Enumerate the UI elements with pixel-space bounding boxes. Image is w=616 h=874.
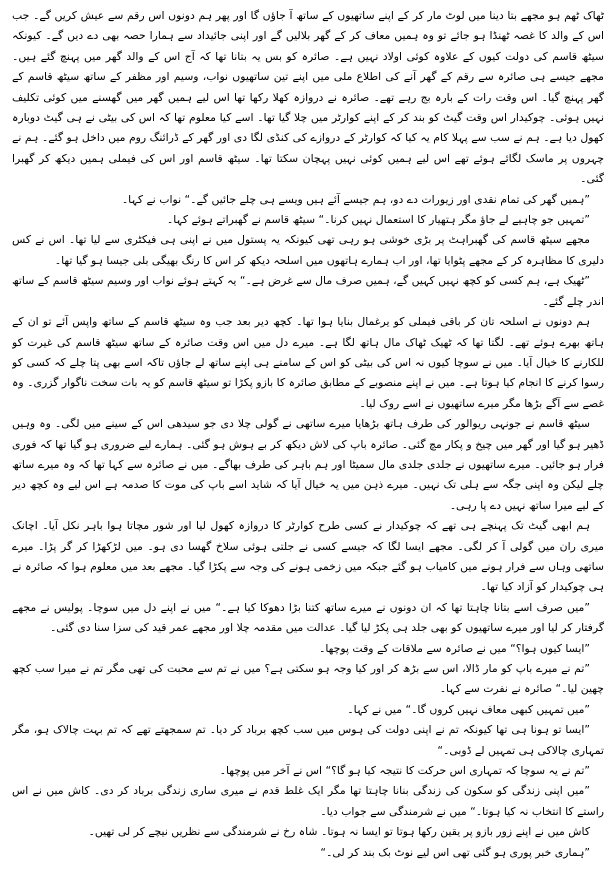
dialogue-paragraph: ”میں اپنی زندگی کو سکون کی زندگی بنانا چاہتا تھا مگر ایک غلط قدم نے میری ساری زندگی برباد کر دی۔ کاش میں نے اس راستے کا انتخاب نہ کیا ہوتا۔“ میں نے شرمندگی سے جواب دیا۔ [12, 784, 604, 818]
dialogue-paragraph: ”ہمیں گھر کی تمام نقدی اور زیورات دے دو، ہم جیسے آئے ہیں ویسے ہی چلے جائیں گے۔“ نواب نے کہا۔ [121, 192, 590, 206]
closing-paragraph: ”ہماری خبر پوری ہو گئی تھی اس لیے نوٹ بک بند کر لی۔“ [320, 845, 590, 859]
story-paragraph: ہم دونوں نے اسلحہ تان کر باقی فیملی کو یرغمال بنایا ہوا تھا۔ کچھ دیر بعد جب وہ سیٹھ قاسم کے ساتھ واپس آئے تو ان کے ہاتھ بھرے ہوئے تھے۔ لگتا تھا کہ ٹھیک ٹھاک مال ہاتھ لگا ہے۔ میرے دل میں اس وقت صائرہ کے ساتھ سیٹھ قاسم کی غیرت کو للکارنے کا خیال آیا۔ میں نے سوچا کیوں نہ اس کی بیٹی کو اس کے سامنے ہی اپنے ساتھ لے جاؤں تاکہ اسے بھی پتا چلے کہ کسی کو رسوا کرنے کا انجام کیا ہوتا ہے۔ میں نے اپنے منصوبے کے مطابق صائرہ کا بازو پکڑا تو سیٹھ قاسم کو یہ بات سخت ناگوار گزری۔ وہ غصے سے آگے بڑھا مگر میرے ساتھیوں نے اسے روک لیا۔ [12, 315, 604, 410]
dialogue-paragraph: ”تمہیں جو چاہیے لے جاؤ مگر ہتھیار کا استعمال نہیں کرنا۔“ سیٹھ قاسم نے گھبراتے ہوئے کہا۔ [166, 213, 590, 227]
dialogue-paragraph: ”ٹھیک ہے، ہم کسی کو کچھ نہیں کہیں گے، ہمیں صرف مال سے غرض ہے۔“ یہ کہتے ہوئے نواب اور وسیم سیٹھ قاسم کے ساتھ اندر چلے گئے۔ [12, 274, 604, 308]
novel-page [12, 6, 604, 868]
dialogue-paragraph: ”ایسا تو ہونا ہی تھا کیونکہ تم نے اپنی دولت کی ہوس میں سب کچھ برباد کر دیا۔ تم سمجھتے تھے کہ تم بہت چالاک ہو، مگر تمہاری چالاکی ہی تمہیں لے ڈوبی۔“ [12, 723, 604, 757]
dialogue-paragraph: ”تم نے یہ سوچا کہ تمہاری اس حرکت کا نتیجہ کیا ہو گا؟“ اس نے آخر میں پوچھا۔ [219, 764, 590, 778]
story-paragraph: ہم ابھی گیٹ تک پہنچے ہی تھے کہ چوکیدار نے کسی طرح کوارٹر کا دروازہ کھول لیا اور شور مچاتا ہوا باہر نکل آیا۔ اچانک میری ران میں گولی آ کر لگی۔ مجھے ایسا لگا کہ جیسے کسی نے جلتی ہوئی سلاخ گھسا دی ہو۔ میں لڑکھڑا کر گر پڑا۔ میرے ساتھی وہاں سے فرار ہونے میں کامیاب ہو گئے جبکہ میں زخمی ہونے کی وجہ سے پکڑا گیا۔ مجھے بعد میں معلوم ہوا کہ صائرہ نے ہی چوکیدار کو آزاد کیا تھا۔ [12, 519, 604, 594]
dialogue-paragraph: ”تم نے میرے باپ کو مار ڈالا، اس سے بڑھ کر اور کیا وجہ ہو سکتی ہے؟ میں نے تم سے محبت کی تھی مگر تم نے میرا سب کچھ چھین لیا۔“ صائرہ نے نفرت سے کہا۔ [12, 662, 604, 696]
story-paragraph: ٹھاک ٹھم ہو مجھے بتا دینا میں لوٹ مار کر کے اپنے ساتھیوں کے ساتھ آ جاؤں گا اور پھر ہم دونوں اس رقم سے عیش کریں گے۔ جب اس کے والد کا غصہ ٹھنڈا ہو جائے تو وہ ہمیں معاف کر کے گھر بلالیں گے اور اپنی جائیداد سے ہمارا حصہ بھی دے دیں گے۔ کیونکہ سیٹھ قاسم کی دولت کیوں کے علاوہ کوئی اولاد نہیں ہے۔ صائرہ کو بس یہ بتانا تھا کہ آج اس کے والد گھر میں پہنچ گئے ہیں۔ مجھے جیسے ہی صائرہ سے رقم کے گھر آنے کی اطلاع ملی میں اپنے تین ساتھیوں نواب، وسیم اور مظفر کے ساتھ سیٹھ قاسم کے گھر پہنچ گیا۔ اس وقت رات کے بارہ بج رہے تھے۔ صائرہ نے دروازہ کھلا رکھا تھا اس لیے ہمیں گھر میں گھسنے میں کوئی تکلیف نہیں ہوئی۔ چوکیدار اس وقت گیٹ کو بند کر کے اپنے کوارٹر میں چلا گیا تھا۔ اسے کیا معلوم تھا کہ اس کی بیٹی نے ہی گیٹ دوبارہ کھول دیا ہے۔ ہم نے سب سے پہلا کام یہ کیا کہ کوارٹر کے دروازے کی کنڈی لگا دی اور گھر کے ڈرائنگ روم میں داخل ہو گئے۔ ہم نے چہروں پر ماسک لگائے ہوئے تھے اس لیے ہمیں کوئی نہیں پہچان سکتا تھا۔ سیٹھ قاسم اور اس کی فیملی ہمیں دیکھ کر گھبرا گئی۔ [12, 9, 604, 186]
dialogue-paragraph: ”میں صرف اسے بتانا چاہتا تھا کہ ان دونوں نے میرے ساتھ کتنا بڑا دھوکا کیا ہے۔“ میں نے اپنے دل میں سوچا۔ پولیس نے مجھے گرفتار کر لیا اور میرے ساتھیوں کو بھی جلد ہی پکڑ لیا گیا۔ عدالت میں مقدمہ چلا اور مجھے عمر قید کی سزا سنا دی گئی۔ [12, 600, 604, 635]
dialogue-paragraph: ”میں تمہیں کبھی معاف نہیں کروں گا۔“ میں نے کہا۔ [347, 702, 590, 716]
story-paragraph: مجھے سیٹھ قاسم کی گھبراہٹ پر بڑی خوشی ہو رہی تھی کیونکہ یہ پستول میں نے اپنی ہی فیکٹری سے لیا تھا۔ اس نے کس دلیری کا مظاہرہ کر کے مجھے پٹوایا تھا، اور اب ہمارے ہاتھوں میں اسلحہ دیکھ کر اس کا رنگ بھیگی بلی جیسا ہو گیا تھا۔ [12, 233, 604, 267]
story-paragraph: سیٹھ قاسم نے جونہی ریوالور کی طرف ہاتھ بڑھایا میرے ساتھی نے گولی چلا دی جو سیدھی اس کے سینے میں لگی۔ وہ وہیں ڈھیر ہو گیا اور گھر میں چیخ و پکار مچ گئی۔ صائرہ باپ کی لاش دیکھ کر بے ہوش ہو گئی۔ ہمارے لیے ضروری ہو گیا تھا کہ فوری فرار ہو جائیں۔ میرے ساتھیوں نے جلدی جلدی مال سمیٹا اور ہم باہر کی طرف بھاگے۔ میں نے صائرہ سے کہا تھا کہ وہ میرے ساتھ چلے لیکن وہ اپنی جگہ سے ہلی تک نہیں۔ میرے ذہن میں یہ خیال آیا کہ شاید اسے باپ کی موت کا صدمہ ہے اس لیے وہ کچھ دیر کے لیے میرا ساتھ نہیں دے پا رہی۔ [12, 417, 604, 512]
dialogue-paragraph: ”ایسا کیوں ہوا؟“ میں نے صائرہ سے ملاقات کے وقت پوچھا۔ [319, 641, 590, 655]
story-paragraph: کاش میں نے اپنے زور بازو پر یقین رکھا ہوتا تو ایسا نہ ہوتا۔ شاہ رخ نے شرمندگی سے نظریں نیچے کر لی تھیں۔ [88, 825, 590, 839]
